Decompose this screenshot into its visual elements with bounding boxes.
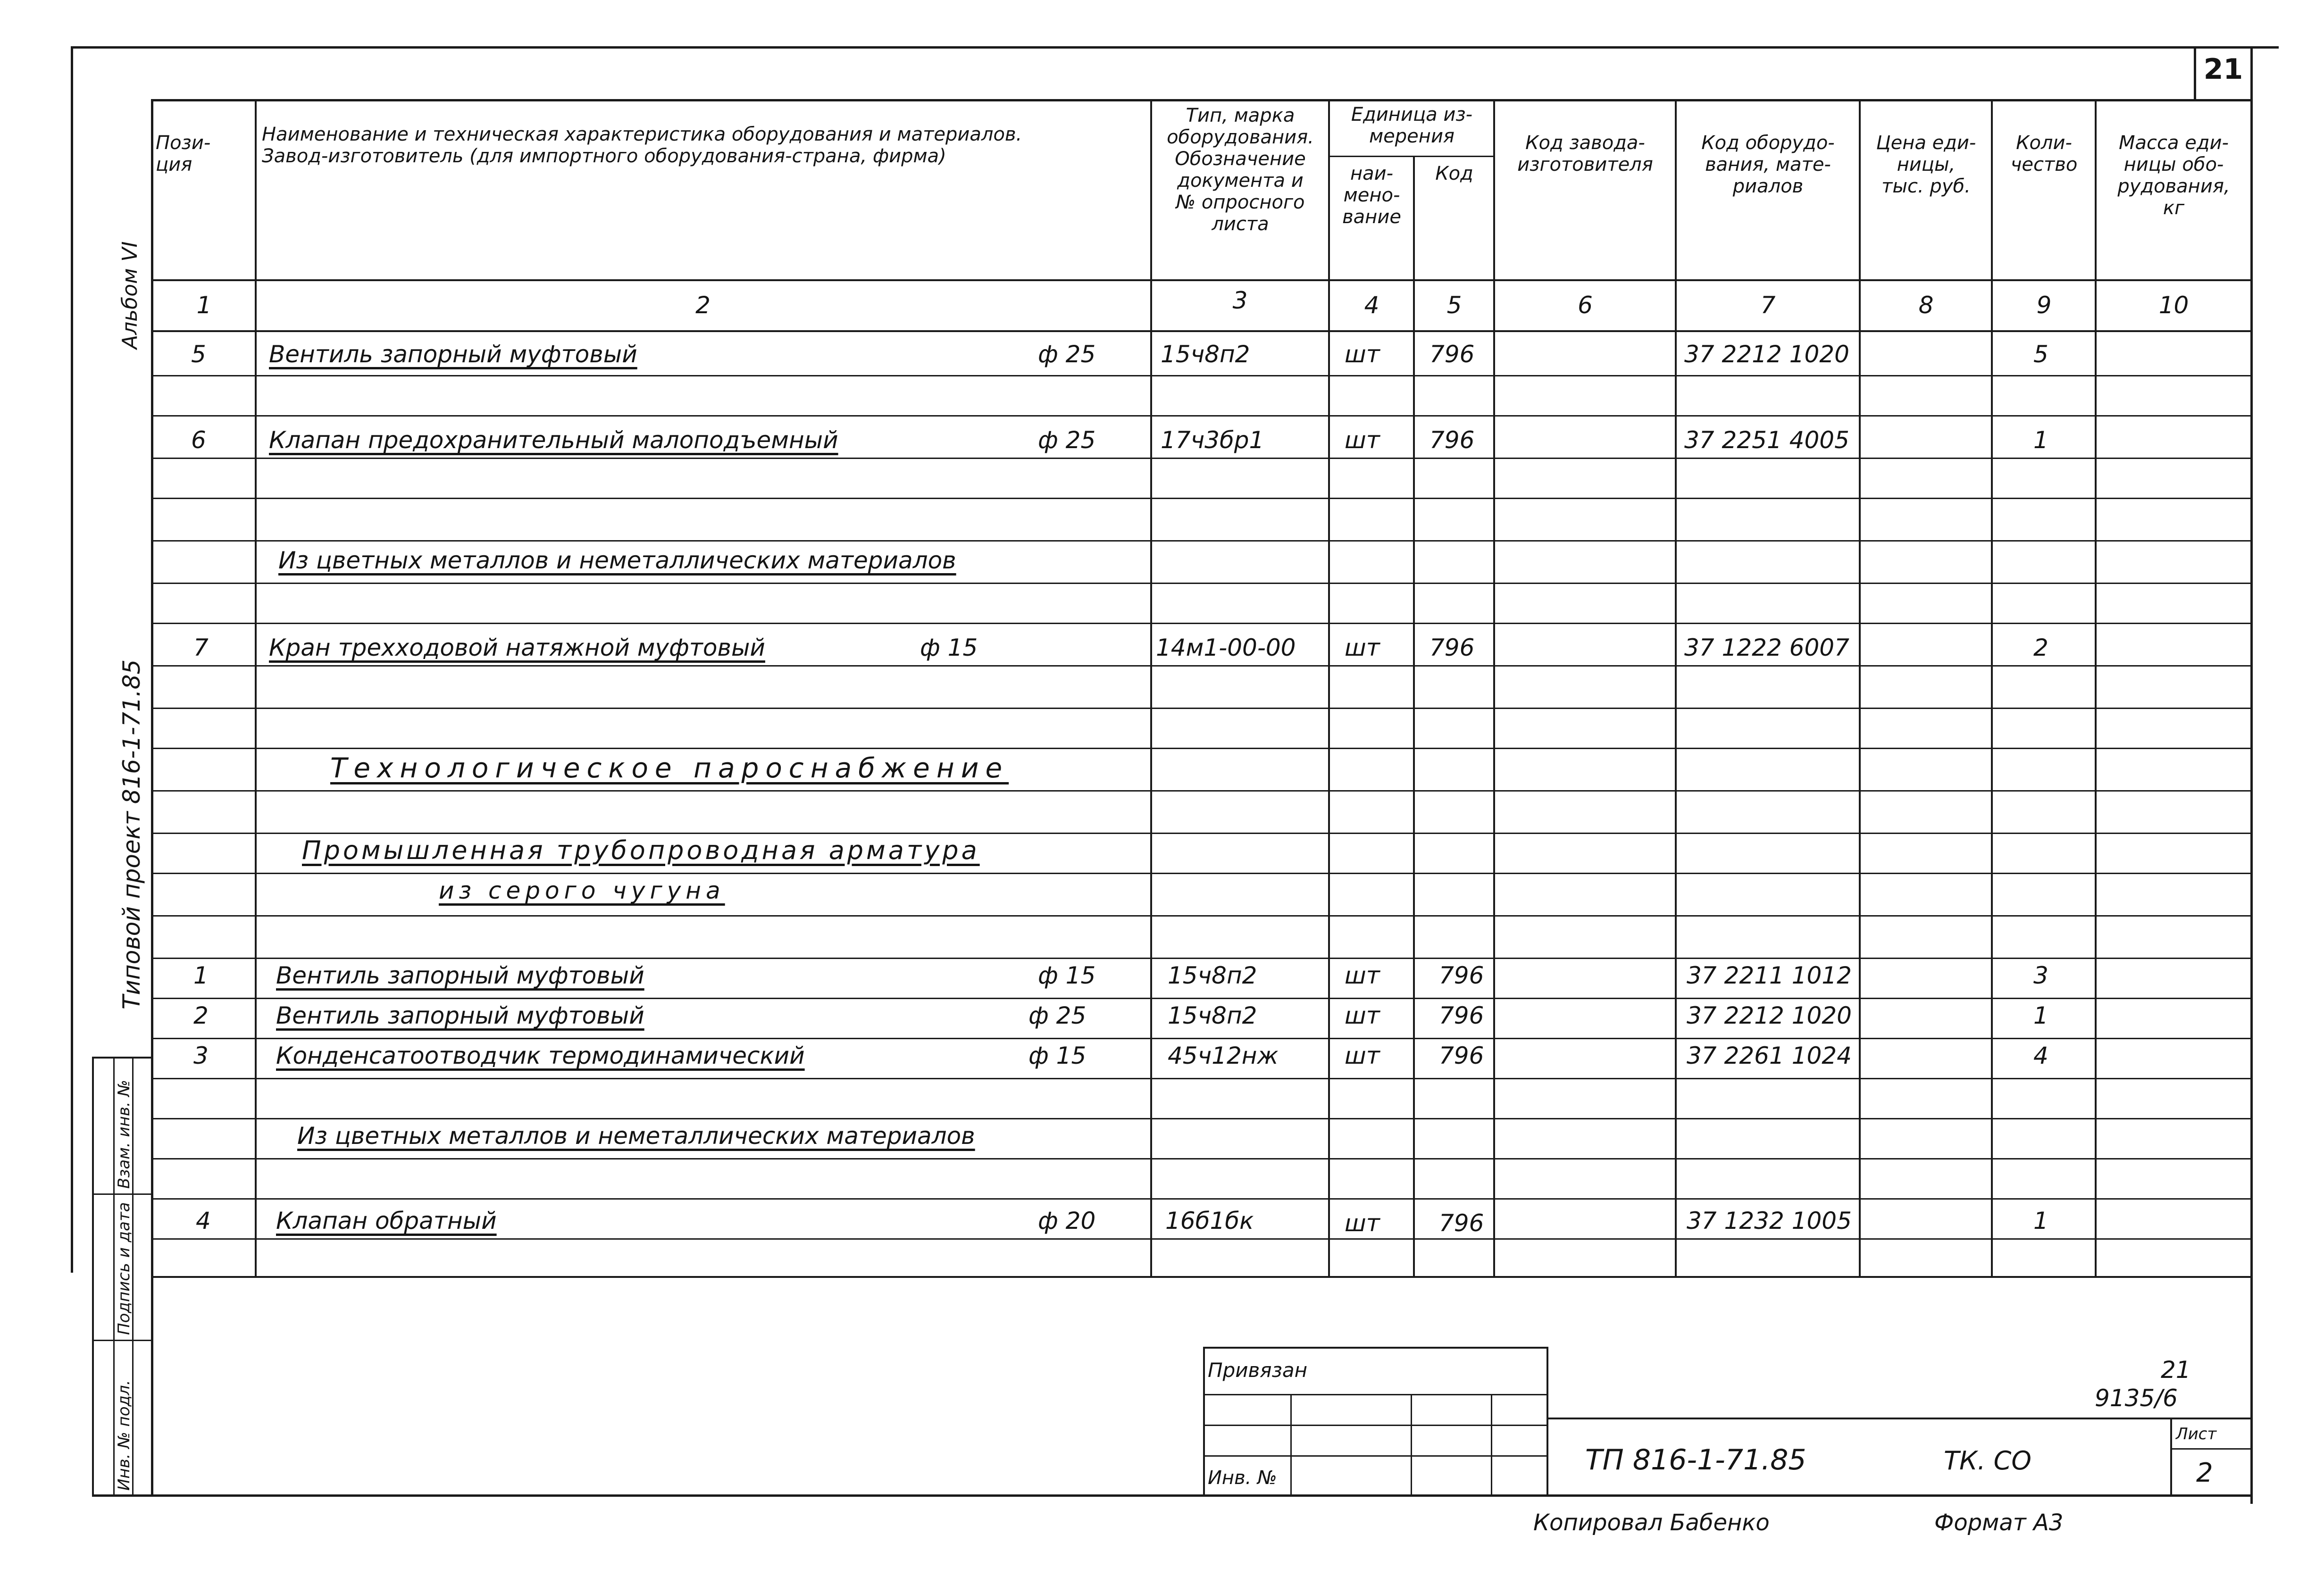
tb-sheet-label: Лист	[2176, 1425, 2217, 1443]
colnum-8: 8	[1918, 292, 1934, 319]
tb-main-top	[1547, 1418, 2250, 1419]
stamp-row	[92, 1340, 153, 1341]
row-line	[151, 583, 2250, 584]
row-line	[151, 833, 2250, 834]
frame-left-outer	[71, 46, 73, 1273]
row-line	[151, 1118, 2250, 1119]
tb-privyazan: Привязан	[1208, 1359, 1308, 1382]
row-type: 14м1-00-00	[1156, 634, 1296, 661]
row-position: 4	[196, 1207, 211, 1234]
tb-col	[1411, 1394, 1412, 1494]
tb-top	[1203, 1347, 1547, 1349]
header-unit-name: наи- мено- вание	[1342, 163, 1401, 228]
header-name: Наименование и техническая характеристика оборудования и материалов. Завод-изготовитель (для импортного оборудования-страна, фирма)	[262, 124, 1022, 167]
row-line	[151, 540, 2250, 542]
row-name: Вентиль запорный муфтовый	[276, 1002, 644, 1029]
row-diameter: ф 25	[1028, 1002, 1087, 1029]
row-unit: шт	[1345, 962, 1380, 989]
header-quantity: Коли- чество	[2010, 132, 2078, 175]
row-unit-code: 796	[1430, 426, 1475, 454]
row-name: Вентиль запорный муфтовый	[276, 962, 644, 989]
row-unit-code: 796	[1430, 634, 1475, 661]
row-line	[151, 998, 2250, 999]
section-nonferrous: Из цветных металлов и неметаллических материалов	[297, 1122, 975, 1150]
row-equipment-code: 37 2212 1020	[1684, 341, 1849, 368]
row-quantity: 2	[2033, 634, 2048, 661]
row-equipment-code: 37 2212 1020	[1687, 1002, 1852, 1029]
frame-top-outer	[71, 46, 2279, 49]
row-quantity: 1	[2033, 1207, 2048, 1234]
row-line	[151, 498, 2250, 499]
row-type: 15ч8п2	[1168, 1002, 1257, 1029]
tb-order-top: 21	[2161, 1356, 2191, 1384]
row-unit: шт	[1345, 1042, 1380, 1069]
row-line	[151, 665, 2250, 667]
row-name: Клапан предохранительный малоподъемный	[269, 426, 838, 454]
row-equipment-code: 37 2211 1012	[1687, 962, 1852, 989]
row-type: 45ч12нж	[1168, 1042, 1279, 1069]
row-quantity: 4	[2033, 1042, 2048, 1069]
row-unit: шт	[1345, 634, 1380, 661]
section-steam-supply: Технологическое пароснабжение	[330, 752, 1009, 784]
col-line-9	[2095, 99, 2097, 1276]
row-line	[151, 458, 2250, 459]
colnum-3: 3	[1232, 287, 1248, 314]
row-position: 7	[193, 634, 209, 661]
row-line	[151, 415, 2250, 417]
row-line	[151, 708, 2250, 709]
row-name: Кран трехходовой натяжной муфтовый	[269, 634, 765, 661]
page-number: 21	[2203, 53, 2243, 86]
footer-copied: Копировал Бабенко	[1533, 1510, 1770, 1536]
colnum-9: 9	[2036, 292, 2052, 319]
tb-col	[1290, 1394, 1292, 1494]
col-line-5	[1493, 99, 1495, 1276]
section-cast-iron: из серого чугуна	[439, 877, 725, 904]
row-unit-code: 796	[1439, 1042, 1484, 1069]
header-price: Цена еди- ницы, тыс. руб.	[1876, 132, 1976, 197]
row-quantity: 3	[2033, 962, 2048, 989]
header-manufacturer-code: Код завода- изготовителя	[1517, 132, 1653, 175]
row-position: 6	[191, 426, 206, 454]
album-label: Альбом VI	[118, 241, 142, 349]
stamp-replace-inv: Взам. инв. №	[115, 1080, 134, 1189]
row-position: 2	[193, 1002, 209, 1029]
row-diameter: ф 15	[920, 634, 978, 661]
row-type: 17ч3бр1	[1161, 426, 1264, 454]
section-nonferrous: Из цветных металлов и неметаллических материалов	[278, 547, 956, 574]
tb-row	[1203, 1425, 1547, 1426]
header-mass: Масса еди- ницы обо- рудования, кг	[2117, 132, 2230, 219]
row-unit-code: 796	[1439, 962, 1484, 989]
col-line-2	[1150, 99, 1152, 1276]
tb-right-small	[1547, 1347, 1548, 1495]
col-line-3	[1328, 99, 1330, 1276]
tb-row	[1203, 1394, 1547, 1395]
row-line	[151, 1038, 2250, 1039]
row-line	[151, 958, 2250, 959]
header-bottom-line	[151, 279, 2250, 281]
colnum-10: 10	[2158, 292, 2189, 319]
row-line	[151, 790, 2250, 792]
tb-col	[1491, 1394, 1492, 1494]
stamp-row	[92, 1193, 153, 1195]
col-line-8	[1991, 99, 1993, 1276]
colnum-5: 5	[1446, 292, 1462, 319]
row-unit: шт	[1345, 341, 1380, 368]
row-diameter: ф 20	[1038, 1207, 1096, 1234]
header-position: Пози- ция	[156, 132, 211, 175]
header-unit-group: Единица из- мерения	[1351, 104, 1473, 147]
row-equipment-code: 37 2251 4005	[1684, 426, 1849, 454]
row-equipment-code: 37 2261 1024	[1687, 1042, 1852, 1069]
colnum-6: 6	[1578, 292, 1593, 319]
row-name: Конденсатоотводчик термодинамический	[276, 1042, 805, 1069]
tb-project-code: ТП 816-1-71.85	[1585, 1443, 1806, 1476]
stamp-inv-original: Инв. № подл.	[115, 1380, 134, 1491]
tb-sheet-row	[2170, 1448, 2250, 1450]
frame-bottom	[92, 1494, 2253, 1497]
row-line	[151, 330, 2250, 332]
stamp-top	[92, 1057, 153, 1059]
row-diameter: ф 15	[1028, 1042, 1087, 1069]
row-type: 15ч8п2	[1168, 962, 1257, 989]
row-equipment-code: 37 1222 6007	[1684, 634, 1849, 661]
stamp-left	[92, 1057, 94, 1495]
row-unit-code: 796	[1430, 341, 1475, 368]
row-line	[151, 623, 2250, 624]
row-quantity: 1	[2033, 1002, 2048, 1029]
row-quantity: 1	[2033, 426, 2048, 454]
row-name: Вентиль запорный муфтовый	[269, 341, 637, 368]
row-type: 15ч8п2	[1161, 341, 1250, 368]
col-line-6	[1675, 99, 1677, 1276]
row-line	[151, 748, 2250, 749]
row-position: 3	[193, 1042, 209, 1069]
tb-doc-code: ТК. СО	[1944, 1446, 2031, 1476]
tb-sheet-col	[2170, 1418, 2172, 1495]
row-diameter: ф 25	[1038, 426, 1096, 454]
row-equipment-code: 37 1232 1005	[1687, 1207, 1852, 1234]
table-bottom-line	[151, 1276, 2250, 1278]
row-unit: шт	[1345, 426, 1380, 454]
colnum-1: 1	[196, 292, 212, 319]
row-line	[151, 375, 2250, 376]
header-type: Тип, марка оборудования. Обозначение документа и № опросного листа	[1167, 105, 1314, 235]
tb-left	[1203, 1347, 1205, 1495]
colnum-2: 2	[695, 292, 711, 319]
row-line	[151, 1238, 2250, 1240]
colnum-4: 4	[1364, 292, 1379, 319]
row-position: 1	[193, 962, 209, 989]
row-unit: шт	[1345, 1209, 1380, 1237]
stamp-signature-date: Подпись и дата	[115, 1202, 134, 1335]
colnum-7: 7	[1760, 292, 1776, 319]
row-line	[151, 1198, 2250, 1200]
col-line-1	[255, 99, 257, 1276]
tb-inv-number: Инв. №	[1208, 1467, 1277, 1489]
tb-row	[1203, 1455, 1547, 1457]
tb-order-bottom: 9135/6	[2095, 1384, 2178, 1412]
row-line	[151, 915, 2250, 917]
row-name: Клапан обратный	[276, 1207, 497, 1234]
row-unit-code: 796	[1439, 1002, 1484, 1029]
section-industrial-fittings: Промышленная трубопроводная арматура	[302, 835, 980, 865]
project-label: Типовой проект 816-1-71.85	[118, 659, 145, 1009]
row-diameter: ф 25	[1038, 341, 1096, 368]
row-unit-code: 796	[1439, 1209, 1484, 1237]
row-type: 16б1бк	[1165, 1207, 1254, 1234]
tb-sheet-number: 2	[2196, 1458, 2213, 1488]
row-line	[151, 873, 2250, 874]
col-line-7	[1859, 99, 1861, 1276]
row-quantity: 5	[2033, 341, 2048, 368]
footer-format: Формат А3	[1934, 1510, 2064, 1536]
col-line-4	[1413, 156, 1415, 1276]
frame-right	[2250, 46, 2253, 1504]
row-line	[151, 1158, 2250, 1159]
header-equipment-code: Код оборудо- вания, мате- риалов	[1701, 132, 1835, 197]
row-unit: шт	[1345, 1002, 1380, 1029]
row-position: 5	[191, 341, 206, 368]
header-unit-code: Код	[1435, 163, 1473, 184]
frame-top-inner	[151, 99, 2250, 101]
row-diameter: ф 15	[1038, 962, 1096, 989]
unit-group-line	[1329, 156, 1494, 157]
row-line	[151, 1078, 2250, 1079]
